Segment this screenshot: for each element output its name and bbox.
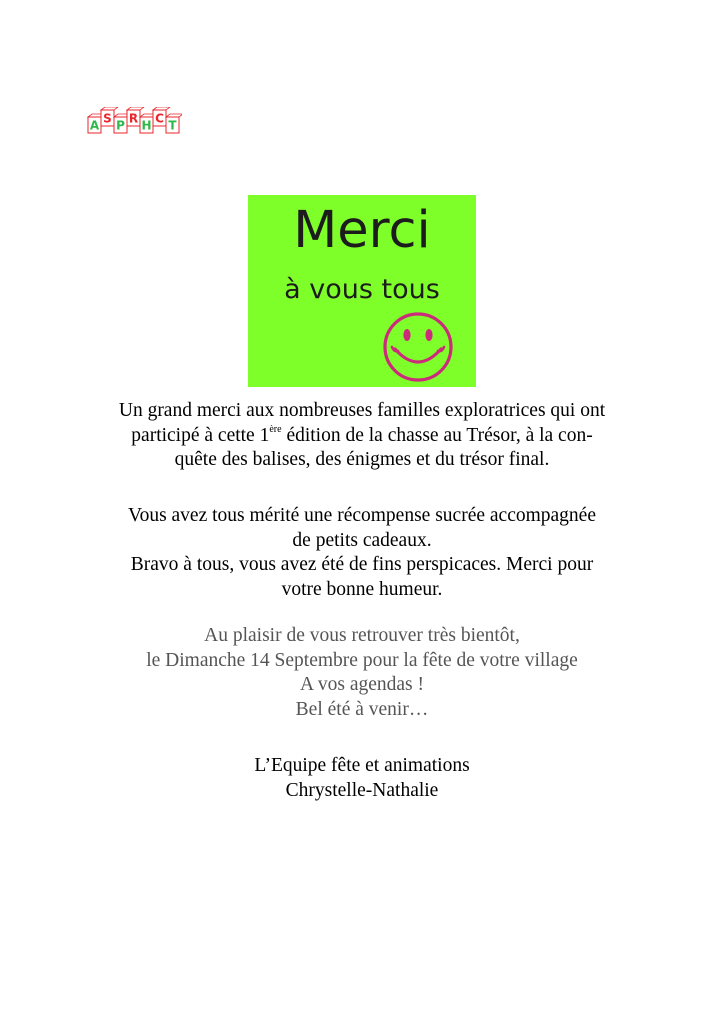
logo-letter: T xyxy=(168,118,177,133)
logo-letter: A xyxy=(89,118,100,133)
invite-line-3: A vos agendas ! xyxy=(299,674,425,695)
intro-line-2-end: édition de la chasse au Trésor, à la con- xyxy=(281,424,593,446)
logo-letter: S xyxy=(103,111,112,126)
signature-names: Chrystelle-Nathalie xyxy=(285,779,439,801)
intro-line-3: quête des balises, des énigmes et du trésor final. xyxy=(174,449,550,470)
intro-superscript: ère xyxy=(269,423,282,435)
invite-line-2: le Dimanche 14 Septembre pour la fête de votre village xyxy=(146,649,578,671)
logo-letter: R xyxy=(128,111,139,126)
logo-letter: H xyxy=(141,118,152,133)
intro-line-2 xyxy=(60,424,664,449)
intro-line-1: Un grand merci aux nombreuses familles exploratrices qui ont xyxy=(118,400,606,421)
smiley-face-icon xyxy=(380,309,456,385)
asprhct-logo xyxy=(86,107,182,137)
logo-letter: P xyxy=(116,118,125,133)
reward-line-2: de petits cadeaux. xyxy=(292,529,432,551)
invite-line-4: Bel été à venir… xyxy=(295,698,429,720)
reward-line-4: votre bonne humeur. xyxy=(281,578,443,600)
signature xyxy=(60,754,664,803)
banner-title: Merci xyxy=(293,201,431,260)
banner-subtitle: à vous tous xyxy=(284,274,440,305)
reward-line-3: Bravo à tous, vous avez été de fins perspicaces. Merci pour xyxy=(130,554,594,575)
signature-team: L’Equipe fête et animations xyxy=(254,755,470,776)
intro-line-2-start: participé à cette 1 xyxy=(131,424,270,446)
intro-paragraph xyxy=(60,399,664,473)
invite-line-1: Au plaisir de vous retrouver très bientôt, xyxy=(204,625,520,646)
reward-paragraph xyxy=(60,504,664,602)
merci-banner xyxy=(248,195,476,387)
logo-letter: C xyxy=(155,111,164,126)
reward-line-1: Vous avez tous mérité une récompense sucrée accompagnée xyxy=(128,505,596,526)
invite-paragraph xyxy=(60,624,664,722)
